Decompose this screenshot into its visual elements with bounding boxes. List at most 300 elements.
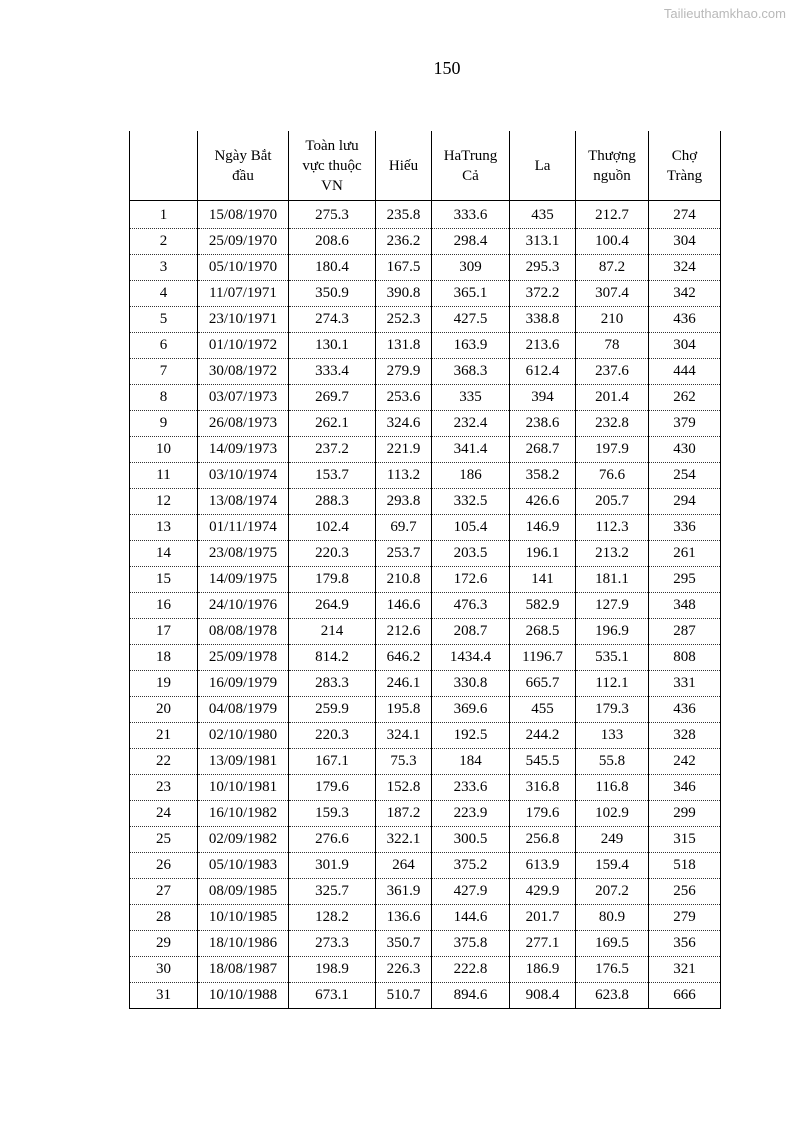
table-row xyxy=(130,281,721,307)
cell-upstream: 102.9 xyxy=(576,801,649,827)
cell-la: 435 xyxy=(510,201,576,229)
cell-index: 31 xyxy=(130,983,198,1009)
cell-hatrung-ca: 223.9 xyxy=(432,801,510,827)
cell-index: 12 xyxy=(130,489,198,515)
cell-cho-trang: 356 xyxy=(649,931,721,957)
cell-start-date: 01/11/1974 xyxy=(198,515,289,541)
cell-hieu: 187.2 xyxy=(376,801,432,827)
cell-start-date: 05/10/1983 xyxy=(198,853,289,879)
cell-hieu: 146.6 xyxy=(376,593,432,619)
cell-hieu: 113.2 xyxy=(376,463,432,489)
cell-whole-basin: 288.3 xyxy=(289,489,376,515)
cell-start-date: 23/08/1975 xyxy=(198,541,289,567)
cell-upstream: 210 xyxy=(576,307,649,333)
cell-hatrung-ca: 333.6 xyxy=(432,201,510,229)
cell-upstream: 112.1 xyxy=(576,671,649,697)
cell-whole-basin: 167.1 xyxy=(289,749,376,775)
cell-index: 14 xyxy=(130,541,198,567)
cell-la: 141 xyxy=(510,567,576,593)
cell-upstream: 179.3 xyxy=(576,697,649,723)
header-text-line: Ngày Bắt xyxy=(214,147,272,164)
cell-whole-basin: 350.9 xyxy=(289,281,376,307)
cell-upstream: 133 xyxy=(576,723,649,749)
cell-index: 17 xyxy=(130,619,198,645)
header-text-line: vực thuộc xyxy=(302,157,362,174)
cell-la: 213.6 xyxy=(510,333,576,359)
cell-la: 394 xyxy=(510,385,576,411)
cell-index: 18 xyxy=(130,645,198,671)
cell-upstream: 87.2 xyxy=(576,255,649,281)
cell-hatrung-ca: 1434.4 xyxy=(432,645,510,671)
cell-hatrung-ca: 232.4 xyxy=(432,411,510,437)
cell-hieu: 212.6 xyxy=(376,619,432,645)
cell-la: 613.9 xyxy=(510,853,576,879)
cell-upstream: 249 xyxy=(576,827,649,853)
cell-start-date: 10/10/1988 xyxy=(198,983,289,1009)
cell-index: 3 xyxy=(130,255,198,281)
cell-hieu: 195.8 xyxy=(376,697,432,723)
cell-cho-trang: 379 xyxy=(649,411,721,437)
cell-whole-basin: 325.7 xyxy=(289,879,376,905)
cell-cho-trang: 436 xyxy=(649,307,721,333)
cell-hieu: 226.3 xyxy=(376,957,432,983)
cell-hatrung-ca: 300.5 xyxy=(432,827,510,853)
cell-start-date: 25/09/1970 xyxy=(198,229,289,255)
cell-cho-trang: 256 xyxy=(649,879,721,905)
header-text-line: Cả xyxy=(462,167,479,184)
header-hatrung-ca xyxy=(432,131,510,201)
cell-whole-basin: 220.3 xyxy=(289,541,376,567)
cell-hatrung-ca: 375.8 xyxy=(432,931,510,957)
cell-la: 179.6 xyxy=(510,801,576,827)
table-row xyxy=(130,983,721,1009)
cell-hatrung-ca: 298.4 xyxy=(432,229,510,255)
cell-start-date: 02/10/1980 xyxy=(198,723,289,749)
header-index xyxy=(130,131,198,201)
cell-la: 316.8 xyxy=(510,775,576,801)
cell-whole-basin: 130.1 xyxy=(289,333,376,359)
table-row xyxy=(130,957,721,983)
cell-upstream: 116.8 xyxy=(576,775,649,801)
cell-whole-basin: 128.2 xyxy=(289,905,376,931)
cell-start-date: 03/10/1974 xyxy=(198,463,289,489)
cell-cho-trang: 444 xyxy=(649,359,721,385)
cell-hatrung-ca: 341.4 xyxy=(432,437,510,463)
table-row xyxy=(130,879,721,905)
header-text-line: nguồn xyxy=(593,167,631,184)
cell-cho-trang: 254 xyxy=(649,463,721,489)
cell-whole-basin: 283.3 xyxy=(289,671,376,697)
cell-la: 372.2 xyxy=(510,281,576,307)
header-upstream xyxy=(576,131,649,201)
cell-upstream: 169.5 xyxy=(576,931,649,957)
cell-hatrung-ca: 335 xyxy=(432,385,510,411)
cell-start-date: 08/09/1985 xyxy=(198,879,289,905)
cell-whole-basin: 198.9 xyxy=(289,957,376,983)
cell-whole-basin: 180.4 xyxy=(289,255,376,281)
cell-la: 186.9 xyxy=(510,957,576,983)
cell-upstream: 181.1 xyxy=(576,567,649,593)
table-row xyxy=(130,411,721,437)
cell-upstream: 159.4 xyxy=(576,853,649,879)
cell-cho-trang: 328 xyxy=(649,723,721,749)
cell-la: 313.1 xyxy=(510,229,576,255)
cell-whole-basin: 333.4 xyxy=(289,359,376,385)
cell-start-date: 13/08/1974 xyxy=(198,489,289,515)
table-row xyxy=(130,593,721,619)
cell-la: 268.7 xyxy=(510,437,576,463)
header-whole-basin xyxy=(289,131,376,201)
table-row xyxy=(130,489,721,515)
cell-hieu: 210.8 xyxy=(376,567,432,593)
cell-whole-basin: 214 xyxy=(289,619,376,645)
cell-upstream: 100.4 xyxy=(576,229,649,255)
table-row xyxy=(130,255,721,281)
header-text-line: VN xyxy=(321,177,343,194)
table-row xyxy=(130,229,721,255)
cell-start-date: 14/09/1975 xyxy=(198,567,289,593)
cell-upstream: 197.9 xyxy=(576,437,649,463)
cell-whole-basin: 814.2 xyxy=(289,645,376,671)
cell-hieu: 69.7 xyxy=(376,515,432,541)
cell-upstream: 212.7 xyxy=(576,201,649,229)
cell-la: 665.7 xyxy=(510,671,576,697)
cell-upstream: 307.4 xyxy=(576,281,649,307)
cell-hatrung-ca: 365.1 xyxy=(432,281,510,307)
cell-cho-trang: 287 xyxy=(649,619,721,645)
cell-cho-trang: 315 xyxy=(649,827,721,853)
cell-index: 2 xyxy=(130,229,198,255)
cell-start-date: 23/10/1971 xyxy=(198,307,289,333)
cell-cho-trang: 261 xyxy=(649,541,721,567)
cell-la: 196.1 xyxy=(510,541,576,567)
cell-upstream: 623.8 xyxy=(576,983,649,1009)
cell-cho-trang: 336 xyxy=(649,515,721,541)
cell-la: 455 xyxy=(510,697,576,723)
header-text-line: Toàn lưu xyxy=(305,137,359,154)
cell-start-date: 10/10/1981 xyxy=(198,775,289,801)
cell-la: 146.9 xyxy=(510,515,576,541)
cell-index: 9 xyxy=(130,411,198,437)
table-row xyxy=(130,931,721,957)
cell-cho-trang: 331 xyxy=(649,671,721,697)
cell-start-date: 08/08/1978 xyxy=(198,619,289,645)
cell-index: 1 xyxy=(130,201,198,229)
cell-hatrung-ca: 368.3 xyxy=(432,359,510,385)
cell-index: 16 xyxy=(130,593,198,619)
cell-index: 5 xyxy=(130,307,198,333)
cell-hieu: 322.1 xyxy=(376,827,432,853)
cell-hieu: 136.6 xyxy=(376,905,432,931)
cell-hatrung-ca: 184 xyxy=(432,749,510,775)
cell-cho-trang: 304 xyxy=(649,333,721,359)
cell-cho-trang: 262 xyxy=(649,385,721,411)
cell-la: 612.4 xyxy=(510,359,576,385)
table-row xyxy=(130,515,721,541)
cell-cho-trang: 279 xyxy=(649,905,721,931)
cell-start-date: 18/10/1986 xyxy=(198,931,289,957)
cell-whole-basin: 159.3 xyxy=(289,801,376,827)
cell-whole-basin: 179.6 xyxy=(289,775,376,801)
cell-start-date: 26/08/1973 xyxy=(198,411,289,437)
cell-index: 23 xyxy=(130,775,198,801)
cell-cho-trang: 348 xyxy=(649,593,721,619)
cell-la: 295.3 xyxy=(510,255,576,281)
table-row xyxy=(130,333,721,359)
flood-data-table xyxy=(129,131,721,1009)
cell-cho-trang: 274 xyxy=(649,201,721,229)
cell-la: 256.8 xyxy=(510,827,576,853)
cell-hieu: 246.1 xyxy=(376,671,432,697)
header-text-line: đầu xyxy=(232,167,254,184)
cell-hieu: 390.8 xyxy=(376,281,432,307)
cell-upstream: 535.1 xyxy=(576,645,649,671)
cell-la: 277.1 xyxy=(510,931,576,957)
cell-whole-basin: 153.7 xyxy=(289,463,376,489)
cell-cho-trang: 430 xyxy=(649,437,721,463)
cell-upstream: 112.3 xyxy=(576,515,649,541)
cell-cho-trang: 304 xyxy=(649,229,721,255)
cell-hieu: 236.2 xyxy=(376,229,432,255)
cell-hatrung-ca: 894.6 xyxy=(432,983,510,1009)
cell-upstream: 196.9 xyxy=(576,619,649,645)
cell-whole-basin: 208.6 xyxy=(289,229,376,255)
cell-hatrung-ca: 375.2 xyxy=(432,853,510,879)
cell-cho-trang: 295 xyxy=(649,567,721,593)
cell-hieu: 293.8 xyxy=(376,489,432,515)
cell-start-date: 01/10/1972 xyxy=(198,333,289,359)
cell-index: 25 xyxy=(130,827,198,853)
cell-whole-basin: 259.9 xyxy=(289,697,376,723)
cell-upstream: 78 xyxy=(576,333,649,359)
table-row xyxy=(130,619,721,645)
table-row xyxy=(130,749,721,775)
cell-start-date: 24/10/1976 xyxy=(198,593,289,619)
cell-cho-trang: 294 xyxy=(649,489,721,515)
cell-upstream: 176.5 xyxy=(576,957,649,983)
cell-la: 244.2 xyxy=(510,723,576,749)
header-text-line: La xyxy=(534,157,551,174)
cell-la: 238.6 xyxy=(510,411,576,437)
cell-hieu: 235.8 xyxy=(376,201,432,229)
table-row xyxy=(130,697,721,723)
cell-whole-basin: 220.3 xyxy=(289,723,376,749)
table-row xyxy=(130,801,721,827)
cell-la: 426.6 xyxy=(510,489,576,515)
cell-upstream: 232.8 xyxy=(576,411,649,437)
cell-hieu: 350.7 xyxy=(376,931,432,957)
cell-upstream: 201.4 xyxy=(576,385,649,411)
table-row xyxy=(130,905,721,931)
cell-start-date: 16/10/1982 xyxy=(198,801,289,827)
table-row xyxy=(130,541,721,567)
cell-index: 8 xyxy=(130,385,198,411)
cell-hieu: 646.2 xyxy=(376,645,432,671)
cell-whole-basin: 275.3 xyxy=(289,201,376,229)
cell-start-date: 05/10/1970 xyxy=(198,255,289,281)
cell-upstream: 80.9 xyxy=(576,905,649,931)
table-row xyxy=(130,463,721,489)
cell-whole-basin: 276.6 xyxy=(289,827,376,853)
cell-cho-trang: 321 xyxy=(649,957,721,983)
cell-index: 24 xyxy=(130,801,198,827)
cell-cho-trang: 324 xyxy=(649,255,721,281)
cell-hieu: 264 xyxy=(376,853,432,879)
cell-whole-basin: 262.1 xyxy=(289,411,376,437)
header-text-line: Hiếu xyxy=(388,157,419,174)
cell-hatrung-ca: 330.8 xyxy=(432,671,510,697)
cell-whole-basin: 301.9 xyxy=(289,853,376,879)
cell-index: 10 xyxy=(130,437,198,463)
header-cho-trang xyxy=(649,131,721,201)
cell-whole-basin: 237.2 xyxy=(289,437,376,463)
cell-start-date: 14/09/1973 xyxy=(198,437,289,463)
header-start-date xyxy=(198,131,289,201)
cell-start-date: 15/08/1970 xyxy=(198,201,289,229)
cell-start-date: 30/08/1972 xyxy=(198,359,289,385)
cell-index: 6 xyxy=(130,333,198,359)
cell-hieu: 510.7 xyxy=(376,983,432,1009)
cell-cho-trang: 518 xyxy=(649,853,721,879)
cell-hatrung-ca: 203.5 xyxy=(432,541,510,567)
watermark-text: Tailieuthamkhao.com xyxy=(663,6,786,21)
cell-start-date: 18/08/1987 xyxy=(198,957,289,983)
cell-upstream: 207.2 xyxy=(576,879,649,905)
cell-whole-basin: 269.7 xyxy=(289,385,376,411)
table-row xyxy=(130,645,721,671)
cell-start-date: 13/09/1981 xyxy=(198,749,289,775)
cell-hatrung-ca: 427.5 xyxy=(432,307,510,333)
cell-hieu: 75.3 xyxy=(376,749,432,775)
cell-hieu: 324.1 xyxy=(376,723,432,749)
cell-hieu: 252.3 xyxy=(376,307,432,333)
cell-cho-trang: 666 xyxy=(649,983,721,1009)
table-row xyxy=(130,359,721,385)
cell-start-date: 25/09/1978 xyxy=(198,645,289,671)
cell-la: 582.9 xyxy=(510,593,576,619)
cell-start-date: 11/07/1971 xyxy=(198,281,289,307)
header-hieu xyxy=(376,131,432,201)
cell-hieu: 361.9 xyxy=(376,879,432,905)
cell-hieu: 167.5 xyxy=(376,255,432,281)
cell-hatrung-ca: 172.6 xyxy=(432,567,510,593)
cell-la: 268.5 xyxy=(510,619,576,645)
cell-la: 908.4 xyxy=(510,983,576,1009)
cell-index: 11 xyxy=(130,463,198,489)
header-text-line: Tràng xyxy=(666,167,703,184)
cell-index: 22 xyxy=(130,749,198,775)
cell-hatrung-ca: 309 xyxy=(432,255,510,281)
cell-whole-basin: 274.3 xyxy=(289,307,376,333)
header-text-line: Chợ xyxy=(671,147,698,164)
table-row xyxy=(130,437,721,463)
cell-index: 30 xyxy=(130,957,198,983)
table-row xyxy=(130,307,721,333)
cell-index: 15 xyxy=(130,567,198,593)
cell-whole-basin: 264.9 xyxy=(289,593,376,619)
cell-upstream: 76.6 xyxy=(576,463,649,489)
cell-start-date: 16/09/1979 xyxy=(198,671,289,697)
cell-cho-trang: 346 xyxy=(649,775,721,801)
cell-index: 4 xyxy=(130,281,198,307)
cell-index: 27 xyxy=(130,879,198,905)
cell-hatrung-ca: 222.8 xyxy=(432,957,510,983)
cell-hatrung-ca: 163.9 xyxy=(432,333,510,359)
table-row xyxy=(130,567,721,593)
cell-la: 1196.7 xyxy=(510,645,576,671)
cell-hatrung-ca: 144.6 xyxy=(432,905,510,931)
cell-hatrung-ca: 186 xyxy=(432,463,510,489)
cell-hieu: 221.9 xyxy=(376,437,432,463)
cell-la: 201.7 xyxy=(510,905,576,931)
table-row xyxy=(130,385,721,411)
cell-index: 29 xyxy=(130,931,198,957)
cell-upstream: 237.6 xyxy=(576,359,649,385)
cell-hieu: 324.6 xyxy=(376,411,432,437)
table-row xyxy=(130,723,721,749)
table-row xyxy=(130,201,721,229)
cell-start-date: 10/10/1985 xyxy=(198,905,289,931)
cell-upstream: 213.2 xyxy=(576,541,649,567)
cell-index: 7 xyxy=(130,359,198,385)
cell-hatrung-ca: 476.3 xyxy=(432,593,510,619)
cell-hieu: 131.8 xyxy=(376,333,432,359)
cell-hatrung-ca: 332.5 xyxy=(432,489,510,515)
cell-whole-basin: 102.4 xyxy=(289,515,376,541)
table-body xyxy=(130,201,721,1009)
header-text-line: Thượng xyxy=(588,147,636,164)
table-row xyxy=(130,775,721,801)
cell-index: 26 xyxy=(130,853,198,879)
cell-cho-trang: 436 xyxy=(649,697,721,723)
cell-whole-basin: 673.1 xyxy=(289,983,376,1009)
table-row xyxy=(130,853,721,879)
cell-hieu: 253.6 xyxy=(376,385,432,411)
cell-cho-trang: 242 xyxy=(649,749,721,775)
cell-start-date: 03/07/1973 xyxy=(198,385,289,411)
cell-cho-trang: 342 xyxy=(649,281,721,307)
cell-hatrung-ca: 369.6 xyxy=(432,697,510,723)
header-la xyxy=(510,131,576,201)
cell-cho-trang: 808 xyxy=(649,645,721,671)
cell-upstream: 205.7 xyxy=(576,489,649,515)
cell-start-date: 04/08/1979 xyxy=(198,697,289,723)
cell-index: 20 xyxy=(130,697,198,723)
cell-la: 358.2 xyxy=(510,463,576,489)
cell-index: 13 xyxy=(130,515,198,541)
table-row xyxy=(130,827,721,853)
cell-index: 28 xyxy=(130,905,198,931)
cell-upstream: 55.8 xyxy=(576,749,649,775)
header-text-line: HaTrung xyxy=(443,147,498,164)
cell-hatrung-ca: 192.5 xyxy=(432,723,510,749)
cell-whole-basin: 273.3 xyxy=(289,931,376,957)
cell-cho-trang: 299 xyxy=(649,801,721,827)
cell-hieu: 152.8 xyxy=(376,775,432,801)
cell-whole-basin: 179.8 xyxy=(289,567,376,593)
table-row xyxy=(130,671,721,697)
cell-hatrung-ca: 208.7 xyxy=(432,619,510,645)
cell-la: 545.5 xyxy=(510,749,576,775)
cell-hieu: 253.7 xyxy=(376,541,432,567)
cell-la: 429.9 xyxy=(510,879,576,905)
page-number: 150 xyxy=(433,58,461,78)
cell-upstream: 127.9 xyxy=(576,593,649,619)
table-header-row xyxy=(130,131,721,201)
cell-hatrung-ca: 427.9 xyxy=(432,879,510,905)
cell-hatrung-ca: 233.6 xyxy=(432,775,510,801)
cell-index: 19 xyxy=(130,671,198,697)
